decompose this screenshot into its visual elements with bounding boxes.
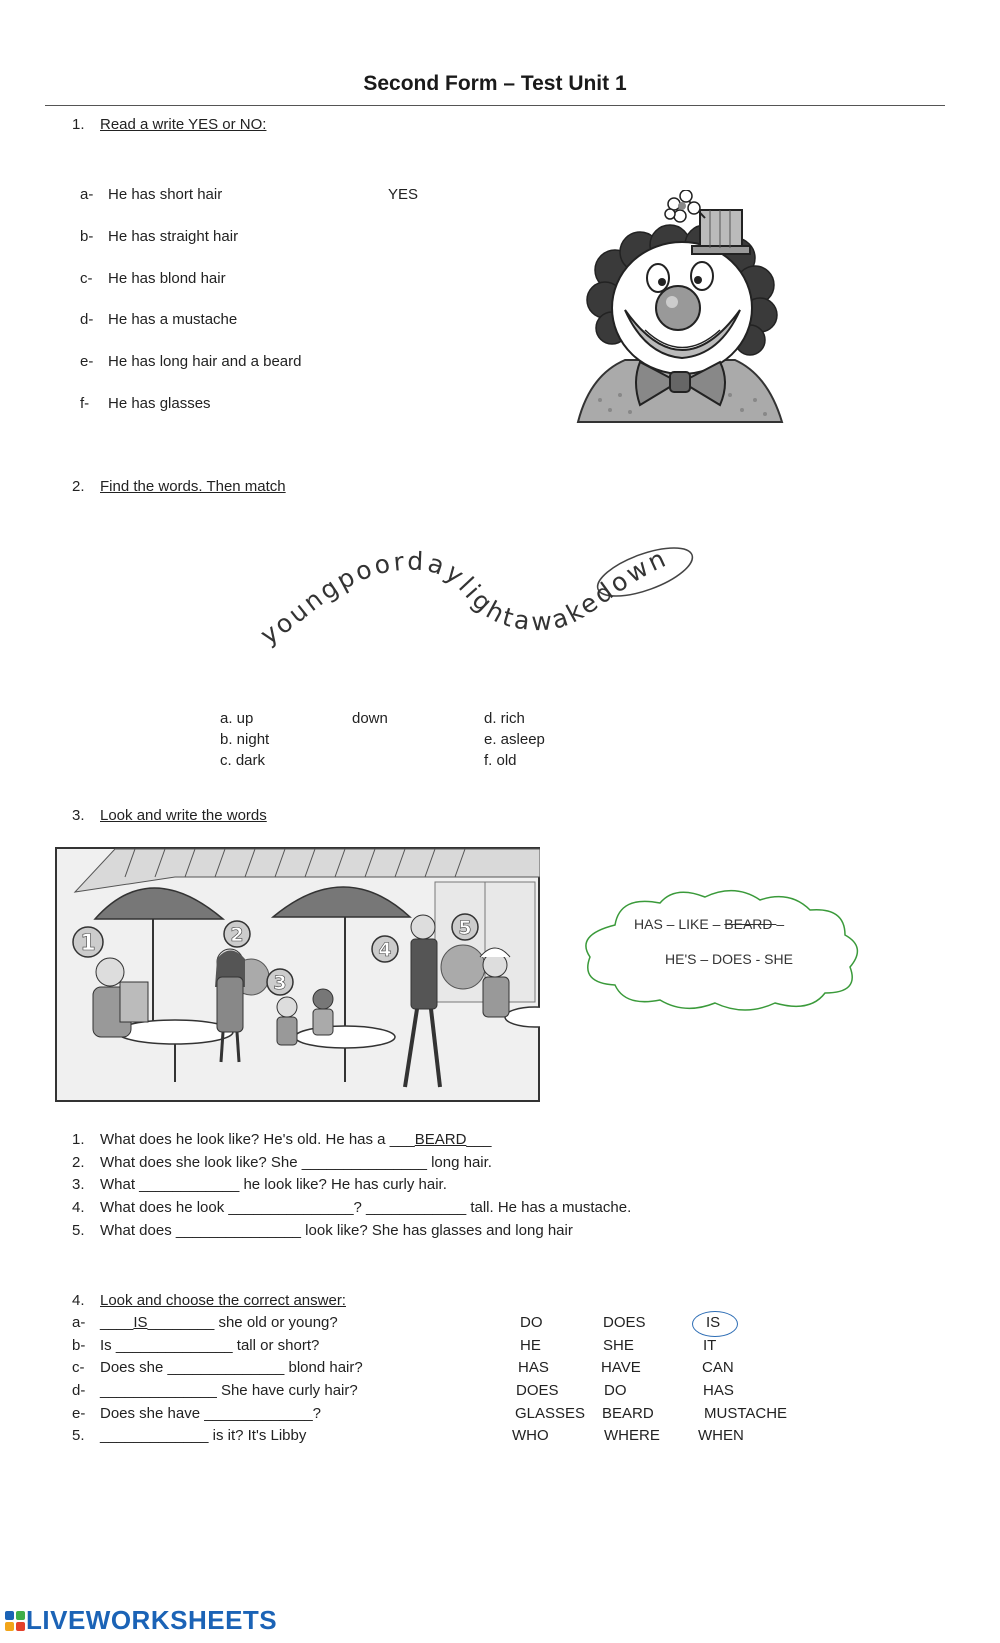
answer-field[interactable] — [388, 270, 468, 288]
question-number: 3. — [72, 1176, 85, 1193]
item-letter: f- — [80, 395, 90, 412]
section3-heading: Look and write the words — [100, 807, 267, 824]
item-text: He has glasses — [108, 395, 211, 412]
option-3[interactable]: CAN — [702, 1359, 734, 1376]
liveworksheets-logo — [4, 1605, 277, 1636]
item-text: He has long hair and a beard — [108, 353, 302, 370]
section2-number: 2. — [72, 478, 85, 495]
item-text: He has straight hair — [108, 228, 239, 245]
logo-text: LIVEWORKSHEETS — [26, 1605, 278, 1635]
logo-icon — [4, 1610, 26, 1632]
page-title: Second Form – Test Unit 1 — [363, 72, 627, 95]
row-letter: e- — [72, 1405, 86, 1422]
match-left-b: b. night — [220, 731, 270, 748]
selected-option-circle — [692, 1311, 738, 1337]
option-2[interactable]: WHERE — [604, 1427, 660, 1444]
item-letter: a- — [80, 186, 94, 203]
section1-heading: Read a write YES or NO: — [100, 116, 267, 133]
section4-number: 4. — [72, 1292, 85, 1309]
match-right-d: d. rich — [484, 710, 525, 727]
word-bank-part: HAS – LIKE – — [634, 916, 725, 932]
option-1[interactable]: WHO — [512, 1427, 549, 1444]
option-1[interactable]: DO — [520, 1314, 543, 1331]
option-3[interactable]: WHEN — [698, 1427, 744, 1444]
item-letter: c- — [80, 270, 93, 287]
row-letter: 5. — [72, 1427, 85, 1444]
scene-label-4: 4 — [378, 939, 392, 961]
row-letter: c- — [72, 1359, 85, 1376]
match-left-c: c. dark — [220, 752, 266, 769]
answer-field[interactable] — [388, 353, 468, 371]
question-stem: What does he look like? He's old. He has a ___ — [100, 1131, 415, 1148]
word-bank-line2: HE'S – DOES - SHE — [665, 951, 793, 967]
item-text: He has a mustache — [108, 311, 238, 328]
option-3[interactable]: HAS — [703, 1382, 734, 1399]
option-3[interactable]: MUSTACHE — [704, 1405, 788, 1422]
match-right-f: f. old — [484, 752, 517, 769]
match-right-e: e. asleep — [484, 731, 545, 748]
row-text[interactable]: Does she ______________ blond hair? — [100, 1359, 363, 1376]
option-2[interactable]: SHE — [603, 1337, 634, 1354]
question-text[interactable]: What ____________ he look like? He has curly hair. — [100, 1176, 447, 1193]
match-left-a: a. up — [220, 710, 254, 727]
answer-field[interactable]: BEARD — [414, 1131, 467, 1148]
section4-heading: Look and choose the correct answer: — [100, 1292, 346, 1309]
row-text[interactable]: _____________ is it? It's Libby — [100, 1427, 307, 1444]
question-blank: ___ — [466, 1131, 492, 1148]
row-stem: ________ she old or young? — [147, 1314, 338, 1331]
option-2[interactable]: DOES — [603, 1314, 646, 1331]
answer-field[interactable] — [388, 228, 468, 246]
option-1[interactable]: GLASSES — [515, 1405, 586, 1422]
row-letter: b- — [72, 1337, 86, 1354]
answer-field[interactable]: IS — [133, 1314, 148, 1331]
question-text[interactable]: What does he look _______________? ____________ tall. He has a mustache. — [100, 1199, 632, 1216]
word-bank-line1 — [634, 916, 784, 932]
row-text[interactable]: Does she have _____________? — [100, 1405, 322, 1422]
cafe-scene-illustration — [55, 847, 540, 1102]
option-2[interactable]: HAVE — [601, 1359, 641, 1376]
answer-field[interactable] — [388, 311, 468, 329]
item-letter: d- — [80, 311, 94, 328]
section3-number: 3. — [72, 807, 85, 824]
item-letter: e- — [80, 353, 94, 370]
question-number: 4. — [72, 1199, 85, 1216]
option-2[interactable]: BEARD — [602, 1405, 654, 1422]
section1-number: 1. — [72, 116, 85, 133]
option-3[interactable]: IT — [703, 1337, 717, 1354]
row-text — [100, 1314, 338, 1331]
word-bank-part: – — [776, 916, 785, 932]
scene-label-3: 3 — [273, 972, 287, 994]
answer-field[interactable] — [388, 395, 468, 413]
item-text: He has short hair — [108, 186, 223, 203]
item-text: He has blond hair — [108, 270, 226, 287]
scene-label-5: 5 — [458, 917, 472, 939]
row-letter: a- — [72, 1314, 86, 1331]
clown-illustration — [570, 190, 790, 425]
row-text[interactable]: ______________ She have curly hair? — [100, 1382, 358, 1399]
option-1[interactable]: HE — [520, 1337, 541, 1354]
scene-label-2: 2 — [230, 924, 244, 946]
match-answer[interactable]: down — [352, 710, 388, 727]
scene-label-1: 1 — [80, 931, 96, 956]
word-bank-cloud — [575, 885, 865, 1015]
row-text[interactable]: Is ______________ tall or short? — [100, 1337, 320, 1354]
option-2[interactable]: DO — [604, 1382, 627, 1399]
question-text[interactable]: What does she look like? She _______________ long hair. — [100, 1154, 492, 1171]
option-1[interactable]: HAS — [518, 1359, 549, 1376]
title-divider — [45, 105, 945, 106]
word-snake — [250, 530, 720, 670]
option-1[interactable]: DOES — [516, 1382, 559, 1399]
word-snake-text: youngpoordaylightawakedown — [255, 542, 673, 651]
question-text — [100, 1131, 491, 1148]
row-letter: d- — [72, 1382, 86, 1399]
answer-field[interactable]: YES — [388, 186, 419, 203]
question-number: 1. — [72, 1131, 85, 1148]
row-blank: ____ — [100, 1314, 134, 1331]
word-bank-used-word: BEARD — [724, 916, 777, 932]
option-3[interactable]: IS — [706, 1314, 721, 1331]
question-text[interactable]: What does _______________ look like? She has glasses and long hair — [100, 1222, 573, 1239]
item-letter: b- — [80, 228, 94, 245]
section2-heading: Find the words. Then match — [100, 478, 286, 495]
question-number: 5. — [72, 1222, 85, 1239]
svg-text:youngpoordaylightawakedown — [255, 543, 672, 650]
question-number: 2. — [72, 1154, 85, 1171]
